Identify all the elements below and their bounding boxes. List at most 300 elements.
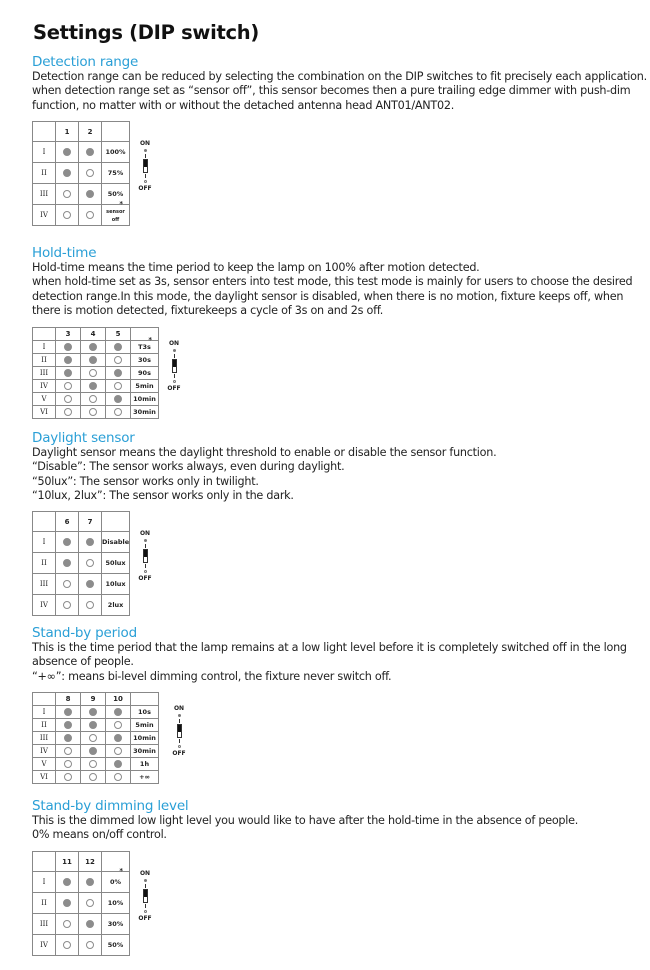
switch-state-cell	[81, 758, 106, 771]
table-row	[33, 914, 130, 935]
switch-state-cell	[79, 935, 102, 956]
table-row	[33, 367, 159, 380]
row-label: III	[33, 732, 56, 745]
empty-circle-icon	[114, 382, 122, 390]
setting-value-text: 100%	[105, 148, 126, 156]
setting-value-text: 30min	[133, 747, 156, 755]
row-label: IV	[33, 935, 56, 956]
empty-circle-icon	[63, 190, 71, 198]
filled-circle-icon	[114, 734, 122, 742]
table-row	[33, 893, 130, 914]
empty-circle-icon	[64, 408, 72, 416]
switch-state-cell	[56, 574, 79, 595]
section-heading: Hold-time	[32, 245, 97, 261]
switch-state-cell	[79, 872, 102, 893]
switch-state-cell	[106, 706, 131, 719]
switch-number: 8	[56, 693, 81, 706]
setting-value-text: Disable	[102, 538, 130, 546]
setting-value-text: 50lux	[105, 559, 126, 567]
setting-value-text: 5min	[135, 382, 154, 390]
setting-value-text: T3s	[138, 343, 151, 351]
table-header-row	[33, 512, 130, 532]
switch-number: 6	[56, 512, 79, 532]
filled-circle-icon	[64, 708, 72, 716]
filled-circle-icon	[63, 538, 71, 546]
lever-stem	[145, 564, 146, 568]
section-heading: Stand-by period	[32, 625, 137, 641]
setting-value-text: 10min	[133, 395, 156, 403]
switch-state-cell	[56, 380, 81, 393]
setting-value	[102, 553, 130, 574]
switch-state-cell	[79, 595, 102, 616]
row-label: VI	[33, 406, 56, 419]
switch-state-cell	[56, 872, 79, 893]
empty-circle-icon	[63, 941, 71, 949]
dip-switch-diagram	[133, 140, 157, 192]
setting-value	[131, 719, 159, 732]
empty-circle-icon	[63, 580, 71, 588]
paragraph-line: “50lux”: The sensor works only in twilight.	[32, 474, 259, 488]
empty-circle-icon	[64, 382, 72, 390]
asterisk-mark: *	[119, 200, 123, 208]
switch-state-cell	[81, 354, 106, 367]
row-label: III	[33, 574, 56, 595]
switch-state-cell	[106, 341, 131, 354]
page-title: Settings (DIP switch)	[33, 21, 259, 44]
paragraph-line: there is motion detected, fixturekeeps a cycle of 3s on and 2s off.	[32, 303, 384, 317]
switch-state-cell	[106, 380, 131, 393]
setting-value-text: 50%	[107, 190, 124, 198]
paragraph-line: “Disable”: The sensor works always, even during daylight.	[32, 460, 345, 474]
asterisk-mark: *	[148, 336, 152, 344]
header-corner-cell	[33, 122, 56, 142]
switch-state-cell	[106, 758, 131, 771]
setting-value-text: 2lux	[107, 601, 124, 609]
switch-number: 3	[56, 328, 81, 341]
on-label: ON	[139, 140, 151, 147]
lever-stem	[174, 374, 175, 378]
switch-state-cell	[56, 914, 79, 935]
switch-state-cell	[56, 532, 79, 553]
row-label: III	[33, 367, 56, 380]
row-label: II	[33, 893, 56, 914]
switch-number: 11	[56, 852, 79, 872]
empty-circle-icon	[86, 169, 94, 177]
filled-circle-icon	[114, 369, 122, 377]
switch-state-cell	[56, 732, 81, 745]
setting-value-text: sensor off	[106, 209, 125, 223]
section-stand-by-period	[32, 625, 644, 684]
section-stand-by-dimming-level	[32, 798, 644, 843]
table-row	[33, 393, 159, 406]
setting-value	[131, 771, 159, 784]
row-label: II	[33, 553, 56, 574]
empty-circle-icon	[114, 721, 122, 729]
switch-state-cell	[56, 719, 81, 732]
lever-stem	[145, 884, 146, 888]
setting-value-text: 30s	[138, 356, 151, 364]
table-header-row	[33, 852, 130, 872]
filled-circle-icon	[64, 721, 72, 729]
table-row	[33, 406, 159, 419]
table-row	[33, 595, 130, 616]
off-label: OFF	[172, 750, 186, 757]
header-value-cell	[102, 122, 130, 142]
switch-state-cell	[106, 406, 131, 419]
switch-state-cell	[56, 771, 81, 784]
table-row	[33, 872, 130, 893]
setting-value-text: 5min	[135, 721, 154, 729]
switch-state-cell	[56, 745, 81, 758]
filled-circle-icon	[86, 148, 94, 156]
header-value-cell	[102, 512, 130, 532]
table-row	[33, 205, 130, 226]
table-header-row	[33, 328, 159, 341]
setting-value-text: 30min	[133, 408, 156, 416]
setting-value-text: 90s	[138, 369, 151, 377]
dip-switch-diagram	[133, 870, 157, 922]
setting-value	[102, 163, 130, 184]
row-label: IV	[33, 745, 56, 758]
paragraph-line: This is the dimmed low light level you would like to have after the hold-time in the absence of people.	[32, 814, 579, 827]
switch-state-cell	[56, 893, 79, 914]
section-paragraph	[32, 261, 644, 318]
table-row	[33, 758, 159, 771]
filled-circle-icon	[114, 343, 122, 351]
lever-stem	[145, 154, 146, 158]
setting-value-text: 0%	[109, 878, 122, 886]
on-label: ON	[168, 340, 180, 347]
section-paragraph	[32, 446, 644, 503]
empty-circle-icon	[89, 773, 97, 781]
row-label: I	[33, 706, 56, 719]
setting-value	[102, 184, 130, 205]
empty-circle-icon	[64, 773, 72, 781]
row-label: IV	[33, 205, 56, 226]
setting-value	[131, 380, 159, 393]
table-row	[33, 380, 159, 393]
switch-number: 4	[81, 328, 106, 341]
row-label: I	[33, 142, 56, 163]
paragraph-line: function, no matter with or without the detached antenna head ANT01/ANT02.	[32, 98, 455, 112]
switch-number: 9	[81, 693, 106, 706]
switch-state-cell	[56, 367, 81, 380]
switch-state-cell	[79, 914, 102, 935]
filled-circle-icon	[114, 708, 122, 716]
switch-state-cell	[56, 406, 81, 419]
row-label: II	[33, 354, 56, 367]
table-row	[33, 532, 130, 553]
row-label: I	[33, 532, 56, 553]
switch-state-cell	[106, 771, 131, 784]
header-value-cell	[131, 328, 159, 341]
table-row	[33, 354, 159, 367]
filled-circle-icon	[63, 169, 71, 177]
setting-value-text: 50%	[107, 941, 124, 949]
setting-value	[131, 706, 159, 719]
section-detection-range	[32, 54, 647, 113]
switch-state-cell	[81, 367, 106, 380]
table-row	[33, 719, 159, 732]
dip-table-stand-by-dimming-level	[32, 851, 130, 956]
lever-stem	[145, 904, 146, 908]
paragraph-line: when hold-time set as 3s, sensor enters into test mode, this test mode is mainly for users to choose the desired	[32, 275, 633, 289]
switch-state-cell	[56, 184, 79, 205]
on-label: ON	[139, 870, 151, 877]
off-dot-icon	[144, 180, 147, 183]
table-row	[33, 732, 159, 745]
lever-stem	[145, 544, 146, 548]
table-row	[33, 142, 130, 163]
filled-circle-icon	[64, 356, 72, 364]
empty-circle-icon	[86, 941, 94, 949]
table-row	[33, 771, 159, 784]
empty-circle-icon	[86, 211, 94, 219]
filled-circle-icon	[89, 356, 97, 364]
filled-circle-icon	[63, 148, 71, 156]
off-label: OFF	[138, 575, 152, 582]
setting-value-text: 10s	[138, 708, 151, 716]
section-heading: Daylight sensor	[32, 430, 135, 446]
row-label: III	[33, 914, 56, 935]
filled-circle-icon	[63, 878, 71, 886]
off-label: OFF	[138, 915, 152, 922]
empty-circle-icon	[89, 395, 97, 403]
section-paragraph	[32, 814, 644, 843]
off-dot-icon	[144, 570, 147, 573]
switch-state-cell	[56, 142, 79, 163]
header-corner-cell	[33, 852, 56, 872]
switch-state-cell	[106, 745, 131, 758]
dip-table-stand-by-period	[32, 692, 159, 784]
switch-state-cell	[79, 553, 102, 574]
empty-circle-icon	[86, 899, 94, 907]
toggle-switch-icon	[143, 889, 148, 903]
row-label: V	[33, 758, 56, 771]
filled-circle-icon	[86, 878, 94, 886]
empty-circle-icon	[64, 747, 72, 755]
empty-circle-icon	[89, 760, 97, 768]
header-value-cell	[131, 693, 159, 706]
on-label: ON	[173, 705, 185, 712]
setting-value	[102, 893, 130, 914]
section-paragraph	[32, 641, 644, 684]
switch-state-cell	[56, 163, 79, 184]
paragraph-line: Detection range can be reduced by selecting the combination on the DIP switches to fit precisely each application.	[32, 70, 647, 83]
row-label: III	[33, 184, 56, 205]
header-value-cell	[102, 852, 130, 872]
switch-number: 10	[106, 693, 131, 706]
setting-value	[131, 732, 159, 745]
section-paragraph	[32, 70, 647, 113]
switch-state-cell	[81, 341, 106, 354]
switch-state-cell	[56, 553, 79, 574]
section-heading: Detection range	[32, 54, 139, 70]
empty-circle-icon	[89, 408, 97, 416]
switch-state-cell	[56, 341, 81, 354]
filled-circle-icon	[89, 382, 97, 390]
table-header-row	[33, 693, 159, 706]
switch-state-cell	[79, 574, 102, 595]
switch-number: 2	[79, 122, 102, 142]
table-row	[33, 706, 159, 719]
paragraph-line: This is the time period that the lamp remains at a low light level before it is completely switched off in the long	[32, 641, 627, 654]
toggle-switch-icon	[143, 549, 148, 563]
filled-circle-icon	[63, 559, 71, 567]
header-corner-cell	[33, 328, 56, 341]
setting-value-text: 10min	[133, 734, 156, 742]
switch-state-cell	[79, 893, 102, 914]
switch-state-cell	[106, 732, 131, 745]
setting-value	[131, 758, 159, 771]
paragraph-line: Daylight sensor means the daylight threshold to enable or disable the sensor function.	[32, 446, 497, 459]
table-row	[33, 745, 159, 758]
empty-circle-icon	[86, 559, 94, 567]
switch-state-cell	[56, 393, 81, 406]
empty-circle-icon	[64, 760, 72, 768]
lever-stem	[145, 174, 146, 178]
row-label: IV	[33, 595, 56, 616]
off-dot-icon	[144, 910, 147, 913]
empty-circle-icon	[89, 369, 97, 377]
lever-stem	[179, 739, 180, 743]
section-daylight-sensor	[32, 430, 644, 503]
row-label: VI	[33, 771, 56, 784]
switch-state-cell	[81, 745, 106, 758]
switch-state-cell	[56, 354, 81, 367]
empty-circle-icon	[114, 356, 122, 364]
filled-circle-icon	[86, 580, 94, 588]
off-label: OFF	[138, 185, 152, 192]
on-dot-icon	[173, 349, 176, 352]
switch-number: 1	[56, 122, 79, 142]
switch-state-cell	[79, 142, 102, 163]
switch-state-cell	[79, 205, 102, 226]
setting-value	[102, 867, 130, 893]
paragraph-line: absence of people.	[32, 655, 134, 669]
empty-circle-icon	[63, 211, 71, 219]
paragraph-line: “10lux, 2lux”: The sensor works only in the dark.	[32, 488, 294, 502]
filled-circle-icon	[114, 395, 122, 403]
switch-state-cell	[81, 393, 106, 406]
switch-state-cell	[56, 595, 79, 616]
setting-value-text: 10lux	[105, 580, 126, 588]
switch-state-cell	[81, 380, 106, 393]
header-corner-cell	[33, 693, 56, 706]
filled-circle-icon	[89, 343, 97, 351]
switch-state-cell	[79, 163, 102, 184]
setting-value	[102, 595, 130, 616]
row-label: IV	[33, 380, 56, 393]
setting-value-text: 75%	[107, 169, 124, 177]
empty-circle-icon	[114, 773, 122, 781]
filled-circle-icon	[63, 899, 71, 907]
row-label: I	[33, 872, 56, 893]
switch-state-cell	[56, 706, 81, 719]
switch-state-cell	[79, 184, 102, 205]
setting-value	[102, 914, 130, 935]
empty-circle-icon	[114, 747, 122, 755]
switch-number: 12	[79, 852, 102, 872]
off-label: OFF	[167, 385, 181, 392]
lever-stem	[179, 719, 180, 723]
header-corner-cell	[33, 512, 56, 532]
table-row	[33, 341, 159, 354]
toggle-switch-icon	[177, 724, 182, 738]
filled-circle-icon	[89, 721, 97, 729]
table-row	[33, 163, 130, 184]
switch-state-cell	[81, 406, 106, 419]
setting-value	[131, 393, 159, 406]
on-dot-icon	[144, 539, 147, 542]
switch-state-cell	[106, 393, 131, 406]
paragraph-line: when detection range set as “sensor off”, this sensor becomes then a pure trailing edge dimmer with push-dim	[32, 84, 631, 98]
setting-value	[131, 745, 159, 758]
setting-value-text: 30%	[107, 920, 124, 928]
switch-state-cell	[56, 205, 79, 226]
empty-circle-icon	[63, 601, 71, 609]
switch-number: 7	[79, 512, 102, 532]
table-row	[33, 553, 130, 574]
off-dot-icon	[178, 745, 181, 748]
switch-state-cell	[79, 532, 102, 553]
empty-circle-icon	[89, 734, 97, 742]
row-label: II	[33, 163, 56, 184]
setting-value	[131, 354, 159, 367]
setting-value	[102, 200, 130, 226]
filled-circle-icon	[64, 343, 72, 351]
switch-number: 5	[106, 328, 131, 341]
on-dot-icon	[144, 879, 147, 882]
filled-circle-icon	[89, 708, 97, 716]
asterisk-mark: *	[119, 867, 123, 875]
switch-state-cell	[56, 758, 81, 771]
setting-value	[102, 935, 130, 956]
empty-circle-icon	[64, 395, 72, 403]
setting-value-text: +∞	[139, 773, 150, 781]
row-label: V	[33, 393, 56, 406]
dip-table-hold-time	[32, 327, 159, 419]
filled-circle-icon	[86, 920, 94, 928]
table-header-row	[33, 122, 130, 142]
setting-value	[131, 367, 159, 380]
section-hold-time	[32, 245, 644, 318]
switch-state-cell	[106, 367, 131, 380]
switch-state-cell	[56, 935, 79, 956]
filled-circle-icon	[114, 760, 122, 768]
setting-value	[102, 532, 130, 553]
dip-table-daylight-sensor	[32, 511, 130, 616]
dip-switch-diagram	[133, 530, 157, 582]
paragraph-line: Hold-time means the time period to keep the lamp on 100% after motion detected.	[32, 261, 480, 274]
switch-state-cell	[106, 354, 131, 367]
toggle-switch-icon	[172, 359, 177, 373]
switch-state-cell	[81, 732, 106, 745]
switch-state-cell	[81, 719, 106, 732]
setting-value	[102, 574, 130, 595]
row-label: I	[33, 341, 56, 354]
filled-circle-icon	[64, 734, 72, 742]
switch-state-cell	[106, 719, 131, 732]
setting-value	[102, 142, 130, 163]
on-dot-icon	[178, 714, 181, 717]
setting-value	[131, 336, 159, 354]
off-dot-icon	[173, 380, 176, 383]
paragraph-line: 0% means on/off control.	[32, 828, 167, 842]
setting-value	[131, 406, 159, 419]
filled-circle-icon	[64, 369, 72, 377]
table-row	[33, 935, 130, 956]
